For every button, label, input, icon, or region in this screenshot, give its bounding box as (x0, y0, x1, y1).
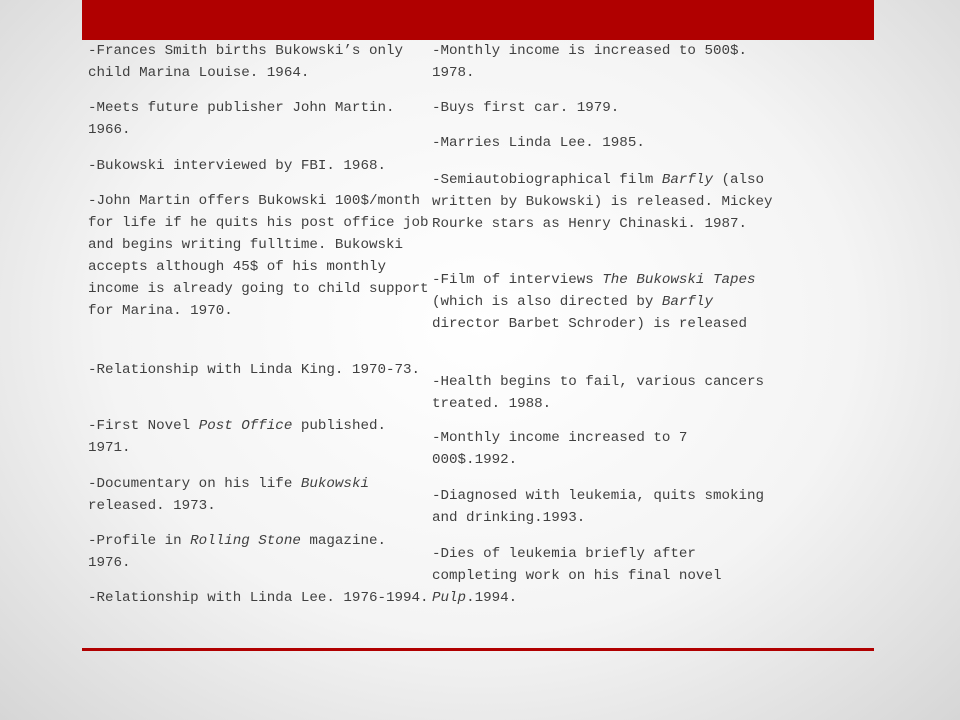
entry-text: -Health begins to fail, various cancers treated. 1988. (432, 374, 765, 412)
entry-text: released. 1973. (88, 498, 216, 514)
title-italic-text: Barfly (661, 172, 713, 188)
entry-text: director Barbet Schroder) is released (432, 316, 748, 332)
timeline-left-entry (88, 97, 430, 141)
entry-text: .1994. (466, 590, 518, 606)
entry-text: -Film of interviews (432, 272, 603, 288)
timeline-right-entry (432, 40, 774, 84)
timeline-left-entry (88, 40, 430, 84)
title-bar (82, 0, 874, 40)
entry-text: -Monthly income increased to 7 000$.1992. (432, 430, 688, 468)
entry-text: (which is also directed by (432, 294, 662, 310)
timeline-left-entry (88, 587, 430, 609)
timeline-right-entry (432, 132, 774, 154)
title-italic-text: The Bukowski Tapes (602, 272, 756, 288)
timeline-left-entry (88, 359, 430, 381)
timeline-right-entry (432, 427, 774, 471)
timeline-left-entry (88, 530, 430, 574)
title-italic-text: Barfly (661, 294, 713, 310)
title-italic-text: Bukowski (300, 476, 369, 492)
entry-text: published. 1971. (88, 418, 386, 456)
timeline-right-entry (432, 97, 774, 119)
footer-rule (82, 648, 874, 651)
timeline-right-entry (432, 371, 774, 415)
entry-text: -Documentary on his life (88, 476, 301, 492)
timeline-left-entry (88, 190, 430, 322)
timeline-left-entry (88, 473, 430, 517)
title-italic-text: Post Office (198, 418, 293, 434)
timeline-left-entry (88, 155, 430, 177)
entry-text: magazine. 1976. (88, 533, 386, 571)
timeline-right-entry (432, 269, 774, 335)
entry-text: -Meets future publisher John Martin. 1966. (88, 100, 395, 138)
timeline-right-entry (432, 485, 774, 529)
entry-text: (also written by Bukowski) is released. Mickey Rourke stars as Henry Chinaski. 1987. (432, 172, 773, 232)
entry-text: -Bukowski interviewed by FBI. 1968. (88, 158, 386, 174)
entry-text: -Profile in (88, 533, 191, 549)
entry-text: -Monthly income is increased to 500$. 1978. (432, 43, 748, 81)
entry-text: -Marries Linda Lee. 1985. (432, 135, 645, 151)
title-italic-text: Pulp (432, 590, 467, 606)
entry-text: -Relationship with Linda Lee. 1976-1994. (88, 590, 429, 606)
timeline-right-entry (432, 543, 774, 609)
entry-text: -John Martin offers Bukowski 100$/month for life if he quits his post office job and begins writing fulltime. Bukowski accepts although 45$ of his monthly income is already going to child support for Marina. 1970. (88, 193, 429, 319)
title-italic-text: Rolling Stone (190, 533, 301, 549)
entry-text: -Buys first car. 1979. (432, 100, 620, 116)
timeline-right-entry (432, 169, 774, 235)
entry-text: -Diagnosed with leukemia, quits smoking and drinking.1993. (432, 488, 765, 526)
timeline-left-entry (88, 415, 430, 459)
entry-text: -Semiautobiographical film (432, 172, 662, 188)
entry-text: -Relationship with Linda King. 1970-73. (88, 362, 421, 378)
entry-text: -Frances Smith births Bukowski’s only child Marina Louise. 1964. (88, 43, 404, 81)
entry-text: -First Novel (88, 418, 199, 434)
entry-text: -Dies of leukemia briefly after completing work on his final novel (432, 546, 722, 584)
